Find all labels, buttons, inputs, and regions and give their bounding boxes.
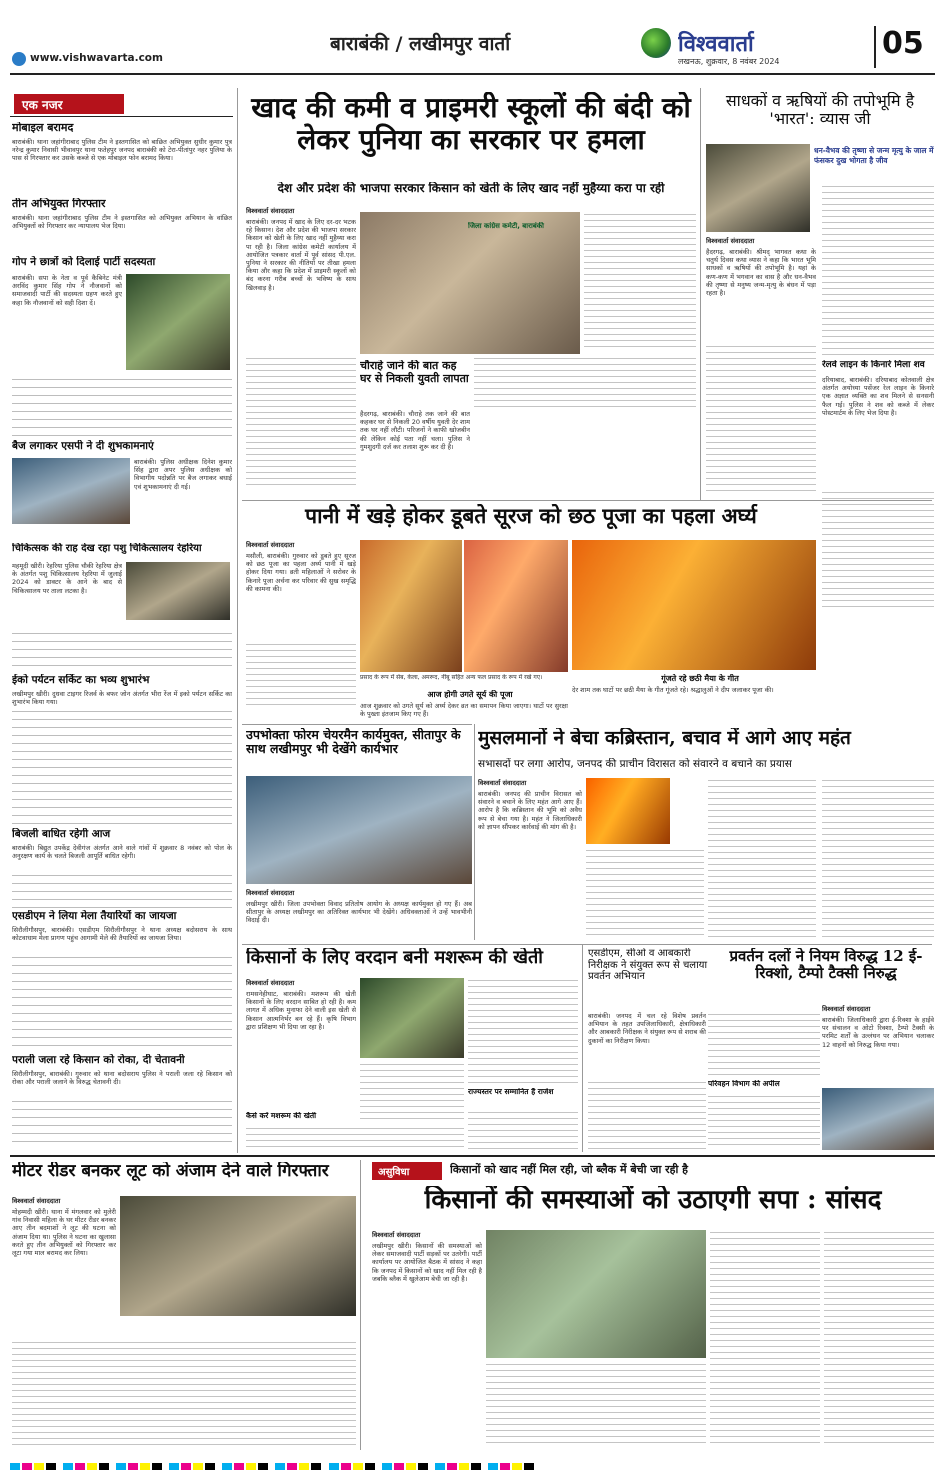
vet-hospital-photo [126,562,230,620]
sadhakon-quote: धन-वैभव की तृष्णा से जन्म मृत्यु के जाल में फंसकर दुख भोगता है जीव [814,146,934,165]
brief-body: बाराबंकी। थाना जहांगीराबाद पुलिस टीम ने इस्तगासित को बाछित अभियुक्त सुधीर कुमार पुत्र नरेन्द्र कुमार निवासी भीवावपुर थाना फतेहपुर जनपद बाराबंकी को टेरा-पीतांपुर नहर पुलिया के पास से गिरफ्तार कर उसके कब्जे से एक मोबाइल फोन बरामद किया। [12,138,232,163]
sadhakon-byline: विश्ववार्ता संवाददाता [706,237,755,245]
brief-body-continued [12,1098,232,1148]
brief-title: मोबाइल बरामद [12,122,74,134]
meter-photo [120,1196,356,1316]
brief-title: ईको पर्यटन सर्किट का भव्य शुभारंभ [12,674,150,686]
brief-body-continued [12,376,232,438]
chhath-photo-3 [572,540,816,670]
chhath-photo-2 [464,540,568,672]
chhath-caption: प्रसाद के रूप में सेब, केला, अमरूद, नींबू सहित अन्य फल प्रसाद के रूप में रखे गए। [360,674,543,681]
pravartan-body: बाराबंकी। जिलाधिकारी द्वारा ई-रिक्शा के हाईवे पर संचालन व ओटो रिक्शा, टैम्पो टैक्सी के परमिट शर्तों के उल्लंघन पर अभियान चलाकर 12 वाहनों को निरुद्ध किया गया। [822,1016,934,1049]
mushroom-subhead: कैसे करें मशरूम की खेती [246,1112,317,1120]
upbhokta-headline: उपभोक्ता फोरम चेयरमैन कार्यमुक्त, सीतापुर के साथ लखीमपुर भी देखेंगे कार्यभार [246,728,461,757]
sapa-headline: किसानों की समस्याओं को उठाएगी सपा : सांसद [424,1186,882,1215]
globe-icon [12,52,26,66]
sadhakon-body-continued [706,344,816,494]
upbhokta-byline: विश्ववार्ता संवाददाता [246,889,295,897]
mushroom-photo [360,978,464,1058]
upbhokta-body: लखीमपुर खीरी। जिला उपभोक्ता विवाद प्रतितोष आयोग के अध्यक्ष कार्यमुक्त हो गए हैं। अब सीतापुर के अध्यक्ष लखीमपुर का अतिरिक्त कार्यभार भी देखेंगे। अधिवक्ताओं ने उन्हें भावभीनी विदाई दी। [246,900,472,925]
sdm-body: बाराबंकी। जनपद में चल रहे विशेष प्रवर्तन अभियान के तहत उपजिलाधिकारी, क्षेत्राधिकारी और आबकारी निरीक्षक ने संयुक्त रूप से शराब की दुकानों का निरीक्षण किया। [588,1012,706,1045]
mushroom-body-continued [246,1126,464,1150]
lead-headline: खाद की कमी व प्राइमरी स्कूलों की बंदी को लेकर पुनिया का सरकार पर हमला [251,92,691,157]
kabristan-body-continued [822,778,934,940]
kabristan-body-continued [586,848,704,940]
sdm-body-continued [708,1094,820,1150]
chaurahe-body: हैदरगढ़, बाराबंकी। चौराहे तक जाने की बात कहकर घर से निकली 20 वर्षीय युवती देर शाम तक घर नहीं लौटी। परिजनों ने काफी खोजबीन की लेकिन कोई पता नहीं चला। पुलिस ने गुमशुदगी दर्ज कर तलाश शुरू कर दी है। [360,410,470,451]
ek-nazar-column [10,88,233,1153]
sapa-photo [486,1230,706,1358]
sdm-subhead: परिवहन विभाग की अपील [708,1080,780,1088]
brief-title: बैज लगाकर एसपी ने दी शुभकामनाएं [12,440,154,452]
sapa-body: लखीमपुर खीरी। किसानों की समस्याओं को लेकर समाजवादी पार्टी सड़कों पर उतरेगी। पार्टी कार्यालय पर आयोजित बैठक में सांसद ने कहा कि जनपद में किसानों को खाद नहीं मिल रही है जबकि ब्लैक में खुलेआम बेची जा रही है। [372,1242,482,1283]
brief-body: लखीमपुर खीरी। दुधवा टाइगर रिजर्व के बफर जोन अंतर्गत भीरा रेंज में इको पर्यटन सर्किट का शुभारंभ किया गया। [12,690,232,707]
brief-title: बिजली बाधित रहेगी आज [12,828,111,840]
katha-photo [706,144,810,232]
mushroom-body-continued [468,978,578,1084]
kabristan-headline: मुसलमानों ने बेचा कब्रिस्तान, बचाव में आगे आए महंत [478,728,851,749]
kabristan-body-continued [708,778,816,940]
brief-body-continued [12,708,232,826]
print-color-bar [10,1458,935,1470]
railway-body: दरियाबाद, बाराबंकी। दरियाबाद कोतवाली क्षेत्र अंतर्गत अयोध्या पसेंजर रेल लाइन के किनारे एक अज्ञात व्यक्ति का शव मिलने से सनसनी फैल गई। पुलिस ने शव को कब्जे में लेकर पोस्टमार्टम के लिए भेज दिया है। [822,376,934,417]
page-number: 05 [874,26,934,68]
brief-body: बाराबंकी। सपा के नेता व पूर्व कैबिनेट मंत्री अरविंद कुमार सिंह गोप ने नौजवानों को समाजवादी पार्टी की सदस्यता ग्रहण करते हुए कहा कि नौजवानों को सही दिशा दें। [12,274,122,307]
sadhakon-body: हैदरगढ़, बाराबंकी। श्रीमद् भागवत कथा के चतुर्थ दिवस कथा व्यास ने कहा कि भारत भूमि साधकों व ऋषियों की तपोभूमि है। यहां के कण-कण में भगवान का वास है और धन-वैभव की तृष्णा से मनुष्य जन्म-मृत्यु के बंधन में पड़ा रहता है। [706,248,816,298]
brief-body-continued [12,954,232,1052]
chhath-headline: पानी में खड़े होकर डूबते सूरज को छठ पूजा का पहला अर्घ्य [305,504,757,528]
brief-body-continued [12,630,232,672]
brand-logo-icon [641,28,671,58]
kabristan-deck: सभासदों पर लगा आरोप, जनपद की प्राचीन विरासत को संवारने व बचाने का प्रयास [478,758,792,770]
lead-deck: देश और प्रदेश की भाजपा सरकार किसान को खेती के लिए खाद नहीं मुहैय्या करा पा रही [277,182,665,195]
brief-body: बाराबंकी। थाना जहांगीराबाद पुलिस टीम ने इस्तगासित को अभियुक्त अभियान के वांछित अभियुक्तों को गिरफ्तार कर न्यायालय भेज दिया। [12,214,232,231]
mushroom-headline: किसानों के लिए वरदान बनी मशरूम की खेती [246,948,543,968]
chhath-photo-caption: गूंजते रहे छठी मैया के गीत [661,674,739,683]
brief-title: एसडीएम ने लिया मेला तैयारियों का जायजा [12,910,177,922]
lead-byline: विश्ववार्ता संवाददाता [246,207,295,215]
brief-body: बाराबंकी। पुलिस अधीक्षक दिनेश कुमार सिंह द्वारा अपर पुलिस अधीक्षक को विभागीय पदोन्नति पर बैज लगाकर बधाई एवं शुभकामनाएं दी गई। [134,458,232,491]
mushroom-body: रामसनेहीघाट, बाराबंकी। मशरूम की खेती किसानों के लिए वरदान साबित हो रही है। कम लागत में अधिक मुनाफा देने वाली इस खेती से किसान आत्मनिर्भर बन रहे हैं। कृषि विभाग द्वारा प्रशिक्षण भी दिया जा रहा है। [246,990,356,1031]
website-link[interactable]: www.vishwavarta.com [30,52,163,64]
sapa-byline: विश्ववार्ता संवाददाता [372,1231,421,1239]
sdm-body-continued [588,1080,706,1150]
brand-name: विश्ववार्ता [678,31,754,54]
brief-body-continued [12,872,232,908]
lead-body-continued [584,212,696,352]
pravartan-headline: प्रवर्तन दलों ने नियम विरुद्ध 12 ई-रिक्शो, टैम्पो टैक्सी निरुद्ध [729,948,923,983]
sdm-headline: एसडीएम, सीओ व आबकारी निरीक्षक ने संयुक्त रूप से चलाया प्रवर्तन अभियान [588,948,708,982]
mushroom-body-continued [360,1062,464,1122]
brief-body: सिरौलीगौसपुर, बाराबंकी। एसडीएम सिरौलीगौसपुर ने थाना अध्यक्ष बदोसराय के साथ कोटवाधाम मेला प्रागण पहुंच आगामी मेले की तैयारियों का जायजा लिया। [12,926,232,943]
masthead [0,0,945,78]
chhath-byline: विश्ववार्ता संवाददाता [246,541,295,549]
mushroom-body-continued [468,1110,578,1150]
chhath-subbody: आज शुक्रवार को उगते सूर्य को अर्घ्य देकर व्रत का समापन किया जाएगा। घाटों पर सुरक्षा के पुख्ता इंतजाम किए गए हैं। [360,702,568,719]
meter-body-continued [12,1340,356,1448]
pravartan-byline: विश्ववार्ता संवाददाता [822,1005,871,1013]
sdm-body-continued [708,1012,820,1078]
gop-photo [126,274,230,370]
lead-body: बाराबंकी। जनपद में खाद के लिए दर-दर भटक रहे किसान। देश और प्रदेश की भाजपा सरकार किसान को खेती के लिए खाद नहीं मुहैय्या करा पा रही है। जिला कांग्रेस कमेटी कार्यालय में आयोजित पत्रकार वार्ता में पूर्व सांसद पी.एल. पुनिया ने सरकार की नीतियों पर तीखा हमला किया और कहा कि प्रदेश में प्राइमरी स्कूलों को बंद करना गरीब बच्चों के भविष्य के साथ खिलवाड़ है। [246,218,356,292]
upbhokta-photo [246,776,472,884]
mushroom-subhead-2: राज्यस्तर पर सम्मानित हैं राजेश [468,1088,554,1096]
sadhakon-body-continued [822,184,934,356]
kabristan-byline: विश्ववार्ता संवाददाता [478,779,527,787]
dateline: लखनऊ, शुक्रवार, 8 नवंबर 2024 [678,57,780,66]
brief-title: चिकित्सक की राह देख रहा पशु चिकित्सालय रेहरिया [12,543,202,554]
brief-title: पराली जला रहे किसान को रोका, दी चेतावनी [12,1054,185,1066]
kabristan-body: बाराबंकी। जनपद की प्राचीन विरासत को संवारने व बचाने के लिए महंत आगे आए हैं। आरोप है कि कब्रिस्तान की भूमि को अवैध रूप से बेचा गया है। महंत ने जिलाधिकारी को ज्ञापन सौंपकर कार्रवाई की मांग की है। [478,790,582,831]
meter-headline: मीटर रीडर बनकर लूट को अंजाम देने वाले गिरफ्तार [12,1162,329,1181]
mahant-photo [586,778,670,844]
brief-body: महमूदी खीरी। रेहरिया पुलिस चौकी रेहरिया क्षेत्र के अंतर्गत पशु चिकित्सालय रेहरिया में जुलाई 2024 को डाक्टर के आने के बाद से चिकित्सालय पर ताला लटका है। [12,562,122,595]
brief-title: तीन अभियुक्त गिरफ्तार [12,198,106,210]
brief-body: सिरौलीगौसपुर, बाराबंकी। गुरुवार को थाना बदोसराय पुलिस ने पराली जला रहे किसान को रोका और पराली जलाने के विरुद्ध चेतावनी दी। [12,1070,232,1087]
lead-photo-caption: जिला कांग्रेस कमेटी, बाराबंकी [468,222,544,230]
lead-body-continued [474,356,696,412]
chaurahe-headline: चौराहे जाने की बात कह घर से निकली युवती लापता [360,360,469,385]
ek-nazar-tag: एक नजर [14,94,124,114]
asuvidha-headline: किसानों को खाद नहीं मिल रही, जो ब्लैक में बेची जा रही है [450,1163,688,1176]
brief-body: बाराबंकी। बिद्युत उपकेंद्र देवीगंज अंतर्गत आने वाले गांवों में शुक्रवार 8 नवंबर को पोल के अनुरक्षण कार्य के चलते बिजली आपूर्ति बाधित रहेगी। [12,844,232,861]
chhath-photo-body: देर शाम तक घाटों पर छठी मैया के गीत गूंजते रहे। श्रद्धालुओं ने दीप जलाकर पूजा की। [572,686,774,694]
chhath-body-continued [246,642,356,708]
chhath-photo-1 [360,540,462,672]
chhath-body: मसौली, बाराबंकी। गुरुवार को डूबते हुए सूरज को छठ पूजा का पहला अर्घ्य पानी में खड़े होकर दिया गया। व्रती महिलाओं ने सरोवर के किनारे पूजा अर्चना कर परिवार की सुख समृद्धि की कामना की। [246,552,356,593]
asuvidha-tag: असुविधा [372,1162,442,1180]
lead-body-continued [246,356,356,488]
section-title: बाराबंकी / लखीमपुर वार्ता [330,33,511,55]
meter-byline: विश्ववार्ता संवाददाता [12,1197,61,1205]
meter-body: मोहम्मदी खीरी। थाना में मंगलवार को मुलेरी गांव निवासी महिला के घर मीटर रीडर बनकर आए तीन बदमाशों ने लूट की घटना को अंजाम दिया था। पुलिस ने घटना का खुलासा करते हुए तीन अभियुक्तों को गिरफ्तार कर लूटा गया माल बरामद कर लिया। [12,1208,116,1258]
sapa-body-continued [486,1362,706,1448]
mushroom-byline: विश्ववार्ता संवाददाता [246,979,295,987]
railway-headline: रेलवे लाइन के किनारे मिला शव [822,360,925,370]
sapa-body-continued [824,1230,934,1448]
brief-title: गोप ने छात्रों को दिलाई पार्टी सदस्यता [12,256,156,268]
sadhakon-headline: साधकों व ऋषियों की तपोभूमि है 'भारत': व्यास जी [725,92,915,129]
sapa-body-continued [710,1230,820,1448]
erickshaw-photo [822,1088,934,1150]
railway-body-continued [822,490,934,610]
sp-badge-photo [12,458,130,524]
chhath-subhead: आज होगी उगते सूर्य की पूजा [427,690,513,699]
